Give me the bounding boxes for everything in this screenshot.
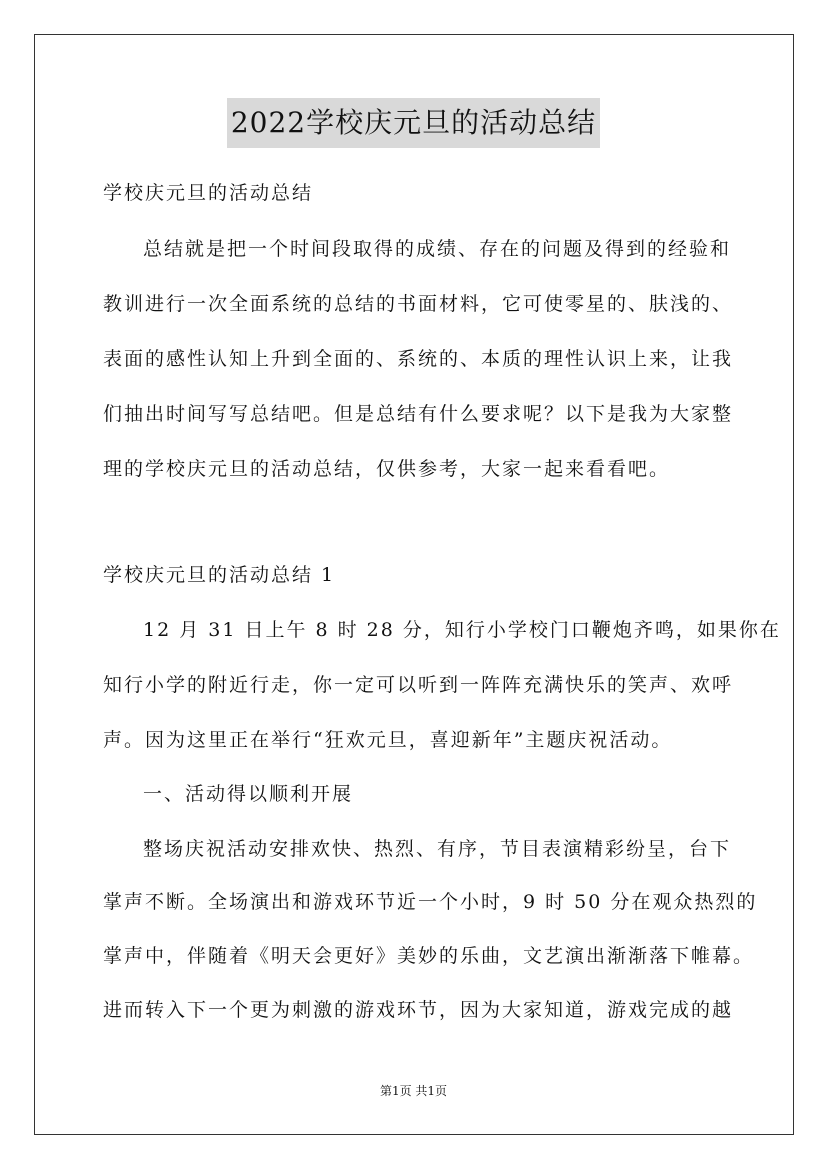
section-heading: 学校庆元旦的活动总结 1 [103,564,336,586]
paragraph-line: 12 月 31 日上午 8 时 28 分，知行小学校门口鞭炮齐鸣，如果你在 [143,619,781,641]
paragraph-line: 知行小学的附近行走，你一定可以听到一阵阵充满快乐的笑声、欢呼 [103,674,734,696]
paragraph-line: 总结就是把一个时间段取得的成绩、存在的问题及得到的经验和 [143,238,732,260]
page-footer: 第1页 共1页 [379,1084,448,1098]
paragraph-line: 掌声中，伴随着《明天会更好》美妙的乐曲，文艺演出渐渐落下帷幕。 [103,945,755,967]
paragraph-line: 声。因为这里正在举行“狂欢元旦，喜迎新年”主题庆祝活动。 [103,729,673,751]
paragraph-line: 进而转入下一个更为刺激的游戏环节，因为大家知道，游戏完成的越 [103,999,734,1021]
paragraph-line: 教训进行一次全面系统的总结的书面材料，它可使零星的、肤浅的、 [103,293,734,315]
subsection-heading: 一、活动得以顺利开展 [143,783,354,805]
paragraph-line: 掌声不断。全场演出和游戏环节近一个小时，9 时 50 分在观众热烈的 [103,891,758,913]
paragraph-line: 表面的感性认知上升到全面的、系统的、本质的理性认识上来，让我 [103,348,734,370]
paragraph-line: 理的学校庆元旦的活动总结，仅供参考，大家一起来看看吧。 [103,458,671,480]
title-container [0,98,827,148]
paragraph-line: 们抽出时间写写总结吧。但是总结有什么要求呢？以下是我为大家整 [103,403,734,425]
intro-heading: 学校庆元旦的活动总结 [103,182,314,204]
paragraph-line: 整场庆祝活动安排欢快、热烈、有序，节目表演精彩纷呈，台下 [143,838,732,860]
document-title: 2022学校庆元旦的活动总结 [227,98,600,148]
